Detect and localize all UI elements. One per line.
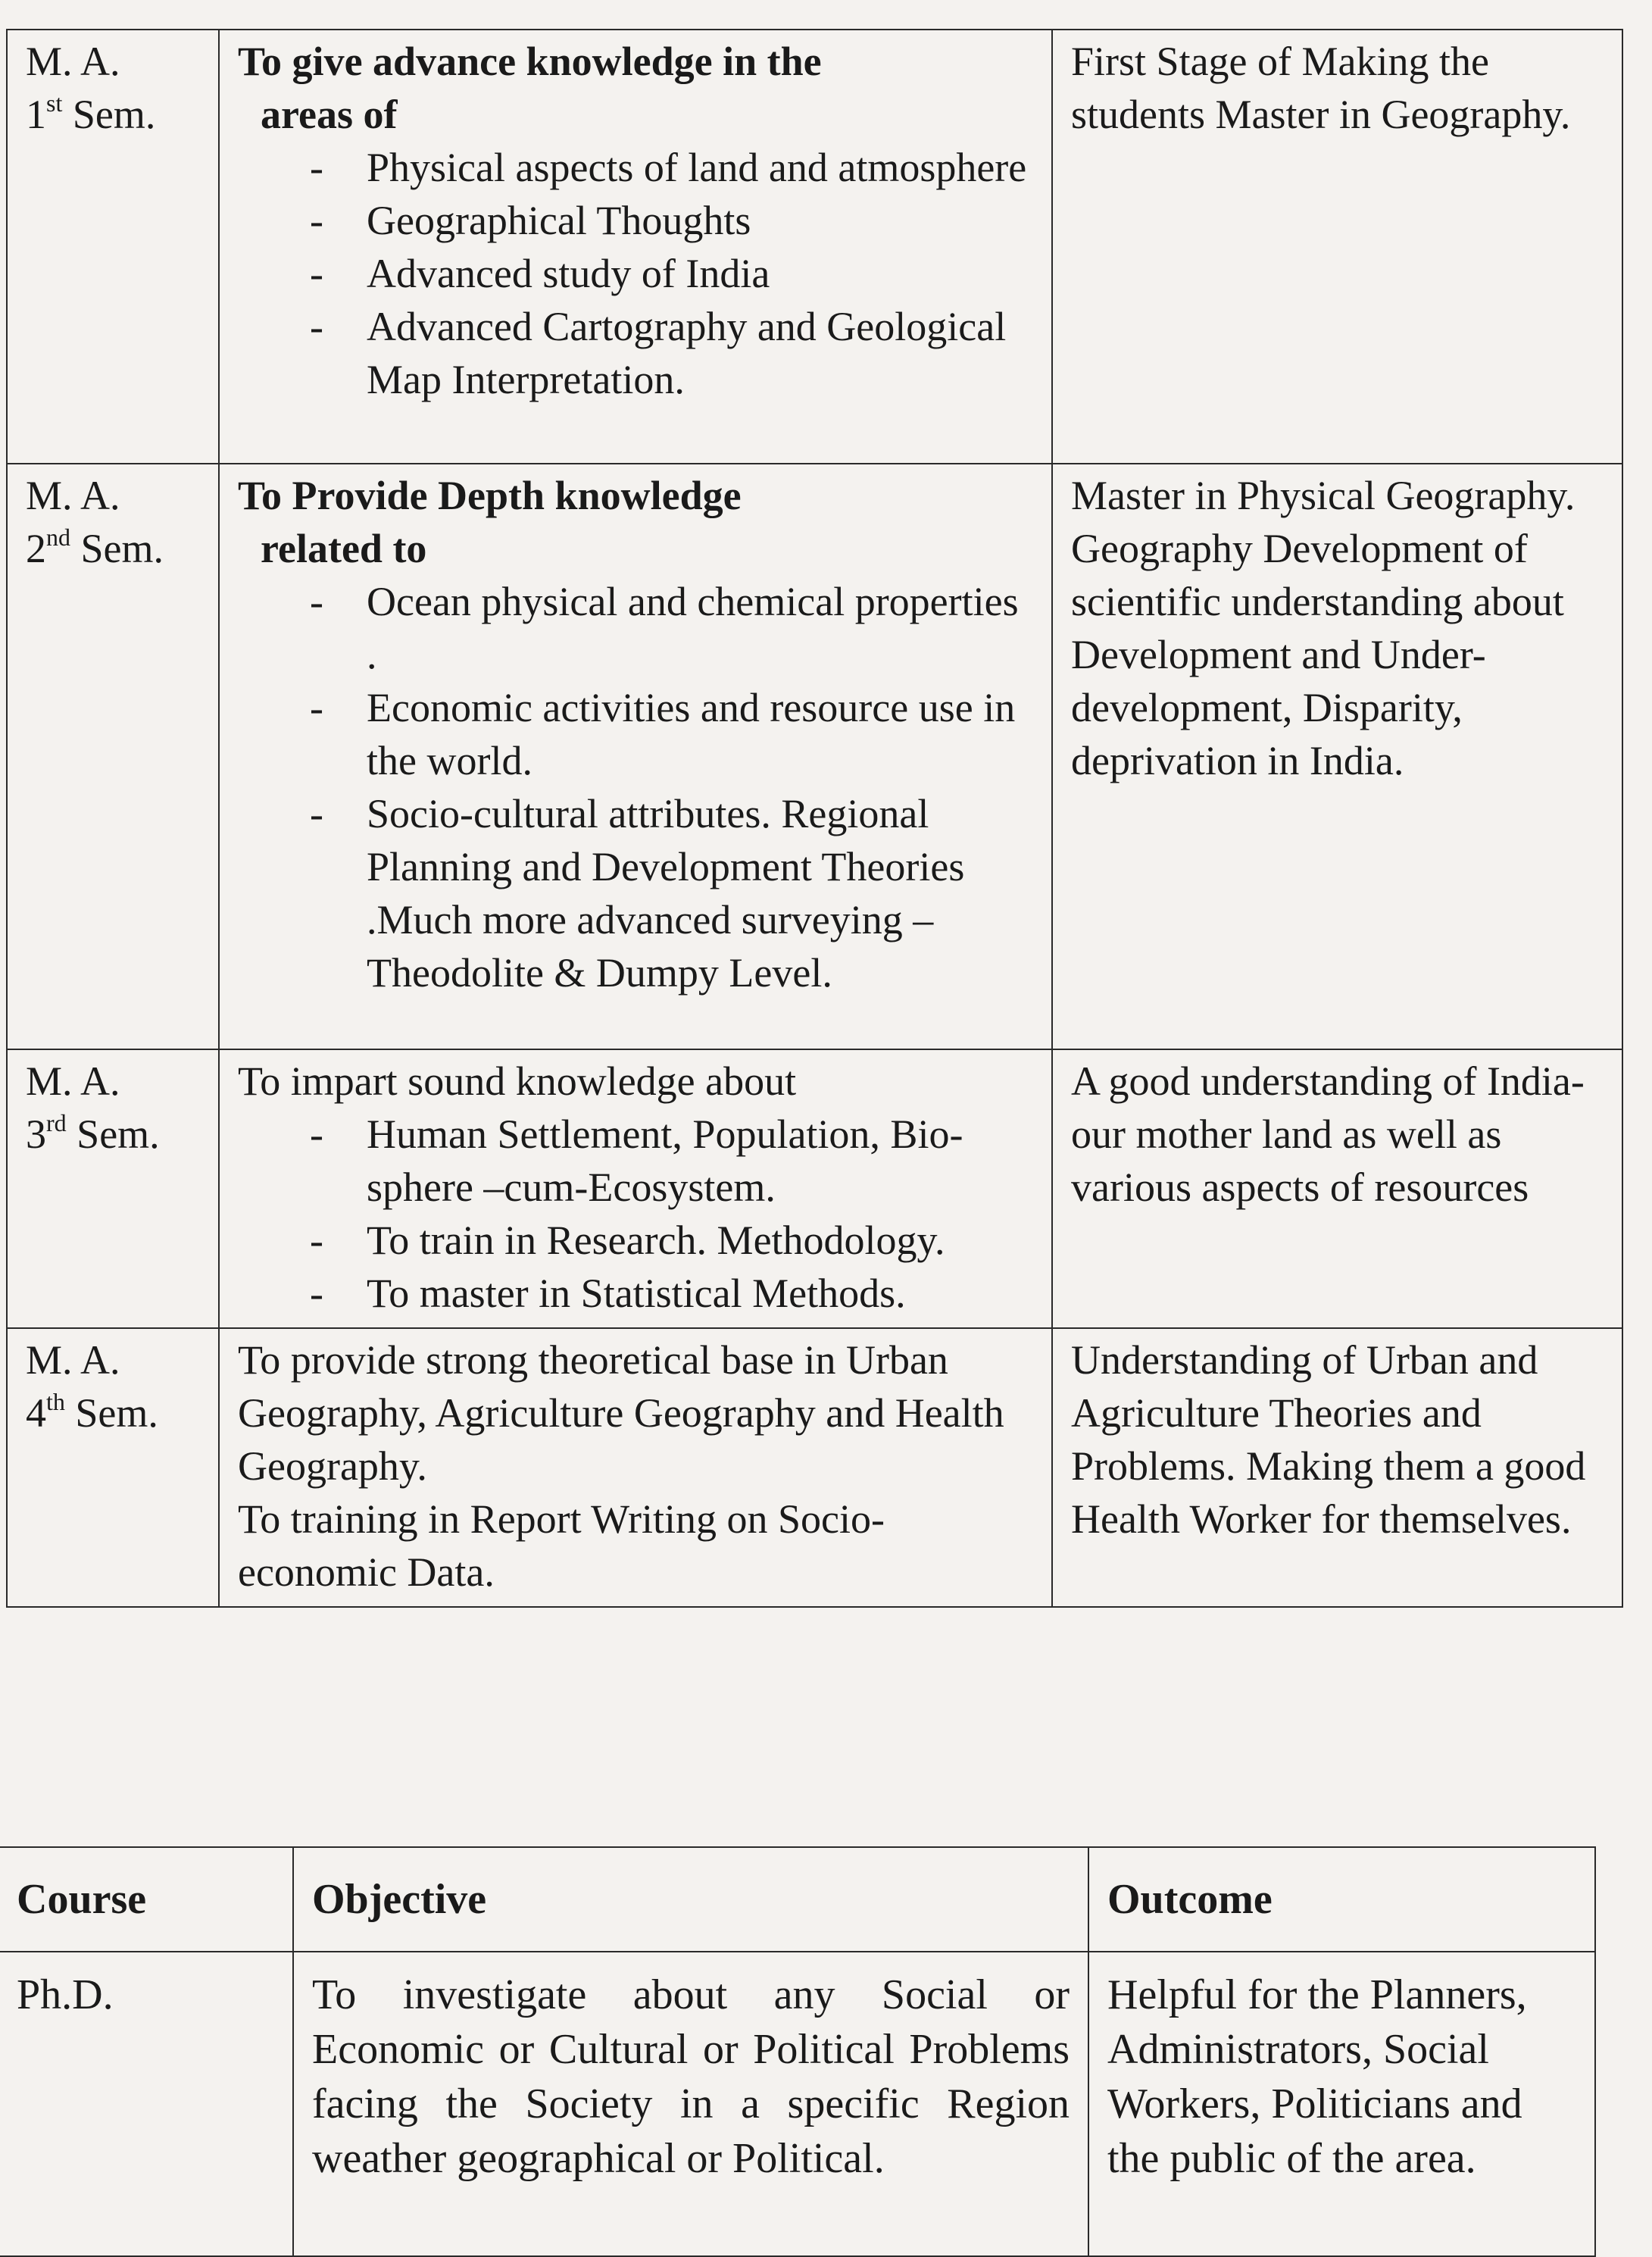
course-cell — [7, 464, 219, 1049]
outcome-cell — [1052, 1049, 1622, 1328]
objective-list — [238, 141, 1033, 406]
course-cell — [7, 30, 219, 464]
list-item: - Socio-cultural attributes. Regional Planning and Development Theories .Much more advanced surveying –Theodolite & Dumpy Level. — [238, 787, 1033, 999]
course-program: M. A. — [26, 473, 120, 518]
list-item: - Advanced Cartography and Geological Map Interpretation. — [238, 300, 1033, 406]
outcome-cell — [1052, 30, 1622, 464]
outcome-cell — [1052, 1328, 1622, 1607]
semester-word: Sem. — [66, 1111, 160, 1157]
list-item: - Economic activities and resource use in the world. — [238, 681, 1033, 787]
semester-word: Sem. — [64, 1390, 158, 1436]
outcome-cell: Helpful for the Planners, Administrators, Social Workers, Politicians and the public of the area. — [1088, 1952, 1595, 2256]
table-row — [7, 464, 1622, 1049]
table-row — [7, 1049, 1622, 1328]
semester-number: 2 — [26, 526, 46, 571]
semester-suffix: rd — [46, 1109, 67, 1136]
semester-suffix: nd — [46, 524, 70, 551]
list-item: - Human Settlement, Population, Bio-sphere –cum-Ecosystem. — [238, 1108, 1033, 1214]
outcome-text: A good understanding of India- our mother land as well as various aspects of resources — [1071, 1058, 1585, 1210]
semester-number: 3 — [26, 1111, 46, 1157]
objective-list — [238, 1108, 1033, 1320]
objective-cell — [219, 30, 1052, 464]
list-item: - Geographical Thoughts — [238, 194, 1033, 247]
objective-cell — [219, 1328, 1052, 1607]
objective-paragraph: To provide strong theoretical base in Urban Geography, Agriculture Geography and Health Geography. — [238, 1337, 1004, 1489]
course-program: M. A. — [26, 39, 120, 84]
objective-heading: To Provide Depth knowledge — [238, 473, 742, 518]
objective-heading-cont: related to — [261, 526, 427, 571]
objective-heading-cont: areas of — [261, 92, 398, 137]
table-row — [7, 1328, 1622, 1607]
outcome-cell — [1052, 464, 1622, 1049]
outcome-text: Understanding of Urban and Agriculture Theories and Problems. Making them a good Health Worker for themselves. — [1071, 1337, 1586, 1542]
table-row — [7, 30, 1622, 464]
semester-number: 4 — [26, 1390, 46, 1436]
table-header-row — [0, 1847, 1595, 1952]
list-item: - Physical aspects of land and atmosphere — [238, 141, 1033, 194]
course-semester — [26, 1386, 200, 1440]
semester-number: 1 — [26, 92, 46, 137]
list-item: - To train in Research. Methodology. — [238, 1214, 1033, 1267]
list-item: - Ocean physical and chemical properties . — [238, 575, 1033, 681]
objective-list — [238, 575, 1033, 999]
course-semester — [26, 88, 200, 141]
list-item: - Advanced study of India — [238, 247, 1033, 300]
course-program: M. A. — [26, 1337, 120, 1383]
outcome-text: First Stage of Making the students Master in Geography. — [1071, 39, 1571, 137]
course-semester — [26, 522, 200, 575]
course-semester — [26, 1108, 200, 1161]
objective-intro: To impart sound knowledge about — [238, 1058, 797, 1104]
course-cell — [7, 1328, 219, 1607]
header-outcome: Outcome — [1088, 1847, 1595, 1952]
course-program: M. A. — [26, 1058, 120, 1104]
course-cell — [7, 1049, 219, 1328]
semester-word: Sem. — [70, 526, 164, 571]
semester-suffix: st — [46, 89, 63, 117]
semester-word: Sem. — [62, 92, 156, 137]
objective-cell — [219, 1049, 1052, 1328]
phd-table — [0, 1846, 1596, 2257]
course-cell: Ph.D. — [0, 1952, 293, 2256]
objective-paragraph: To training in Report Writing on Socio-economic Data. — [238, 1496, 885, 1595]
outcome-text: Master in Physical Geography. Geography Development of scientific understanding about Development and Under-development, Disparity, deprivation in India. — [1071, 473, 1575, 783]
objective-cell: To investigate about any Social or Economic or Cultural or Political Problems facing the Society in a specific Region weather geographical or Political. — [293, 1952, 1088, 2256]
table-row — [0, 1952, 1595, 2256]
objective-heading: To give advance knowledge in the — [238, 39, 822, 84]
list-item: - To master in Statistical Methods. — [238, 1267, 1033, 1320]
objective-cell — [219, 464, 1052, 1049]
semester-table — [6, 29, 1623, 1608]
semester-suffix: th — [46, 1388, 65, 1415]
header-course: Course — [0, 1847, 293, 1952]
header-objective: Objective — [293, 1847, 1088, 1952]
